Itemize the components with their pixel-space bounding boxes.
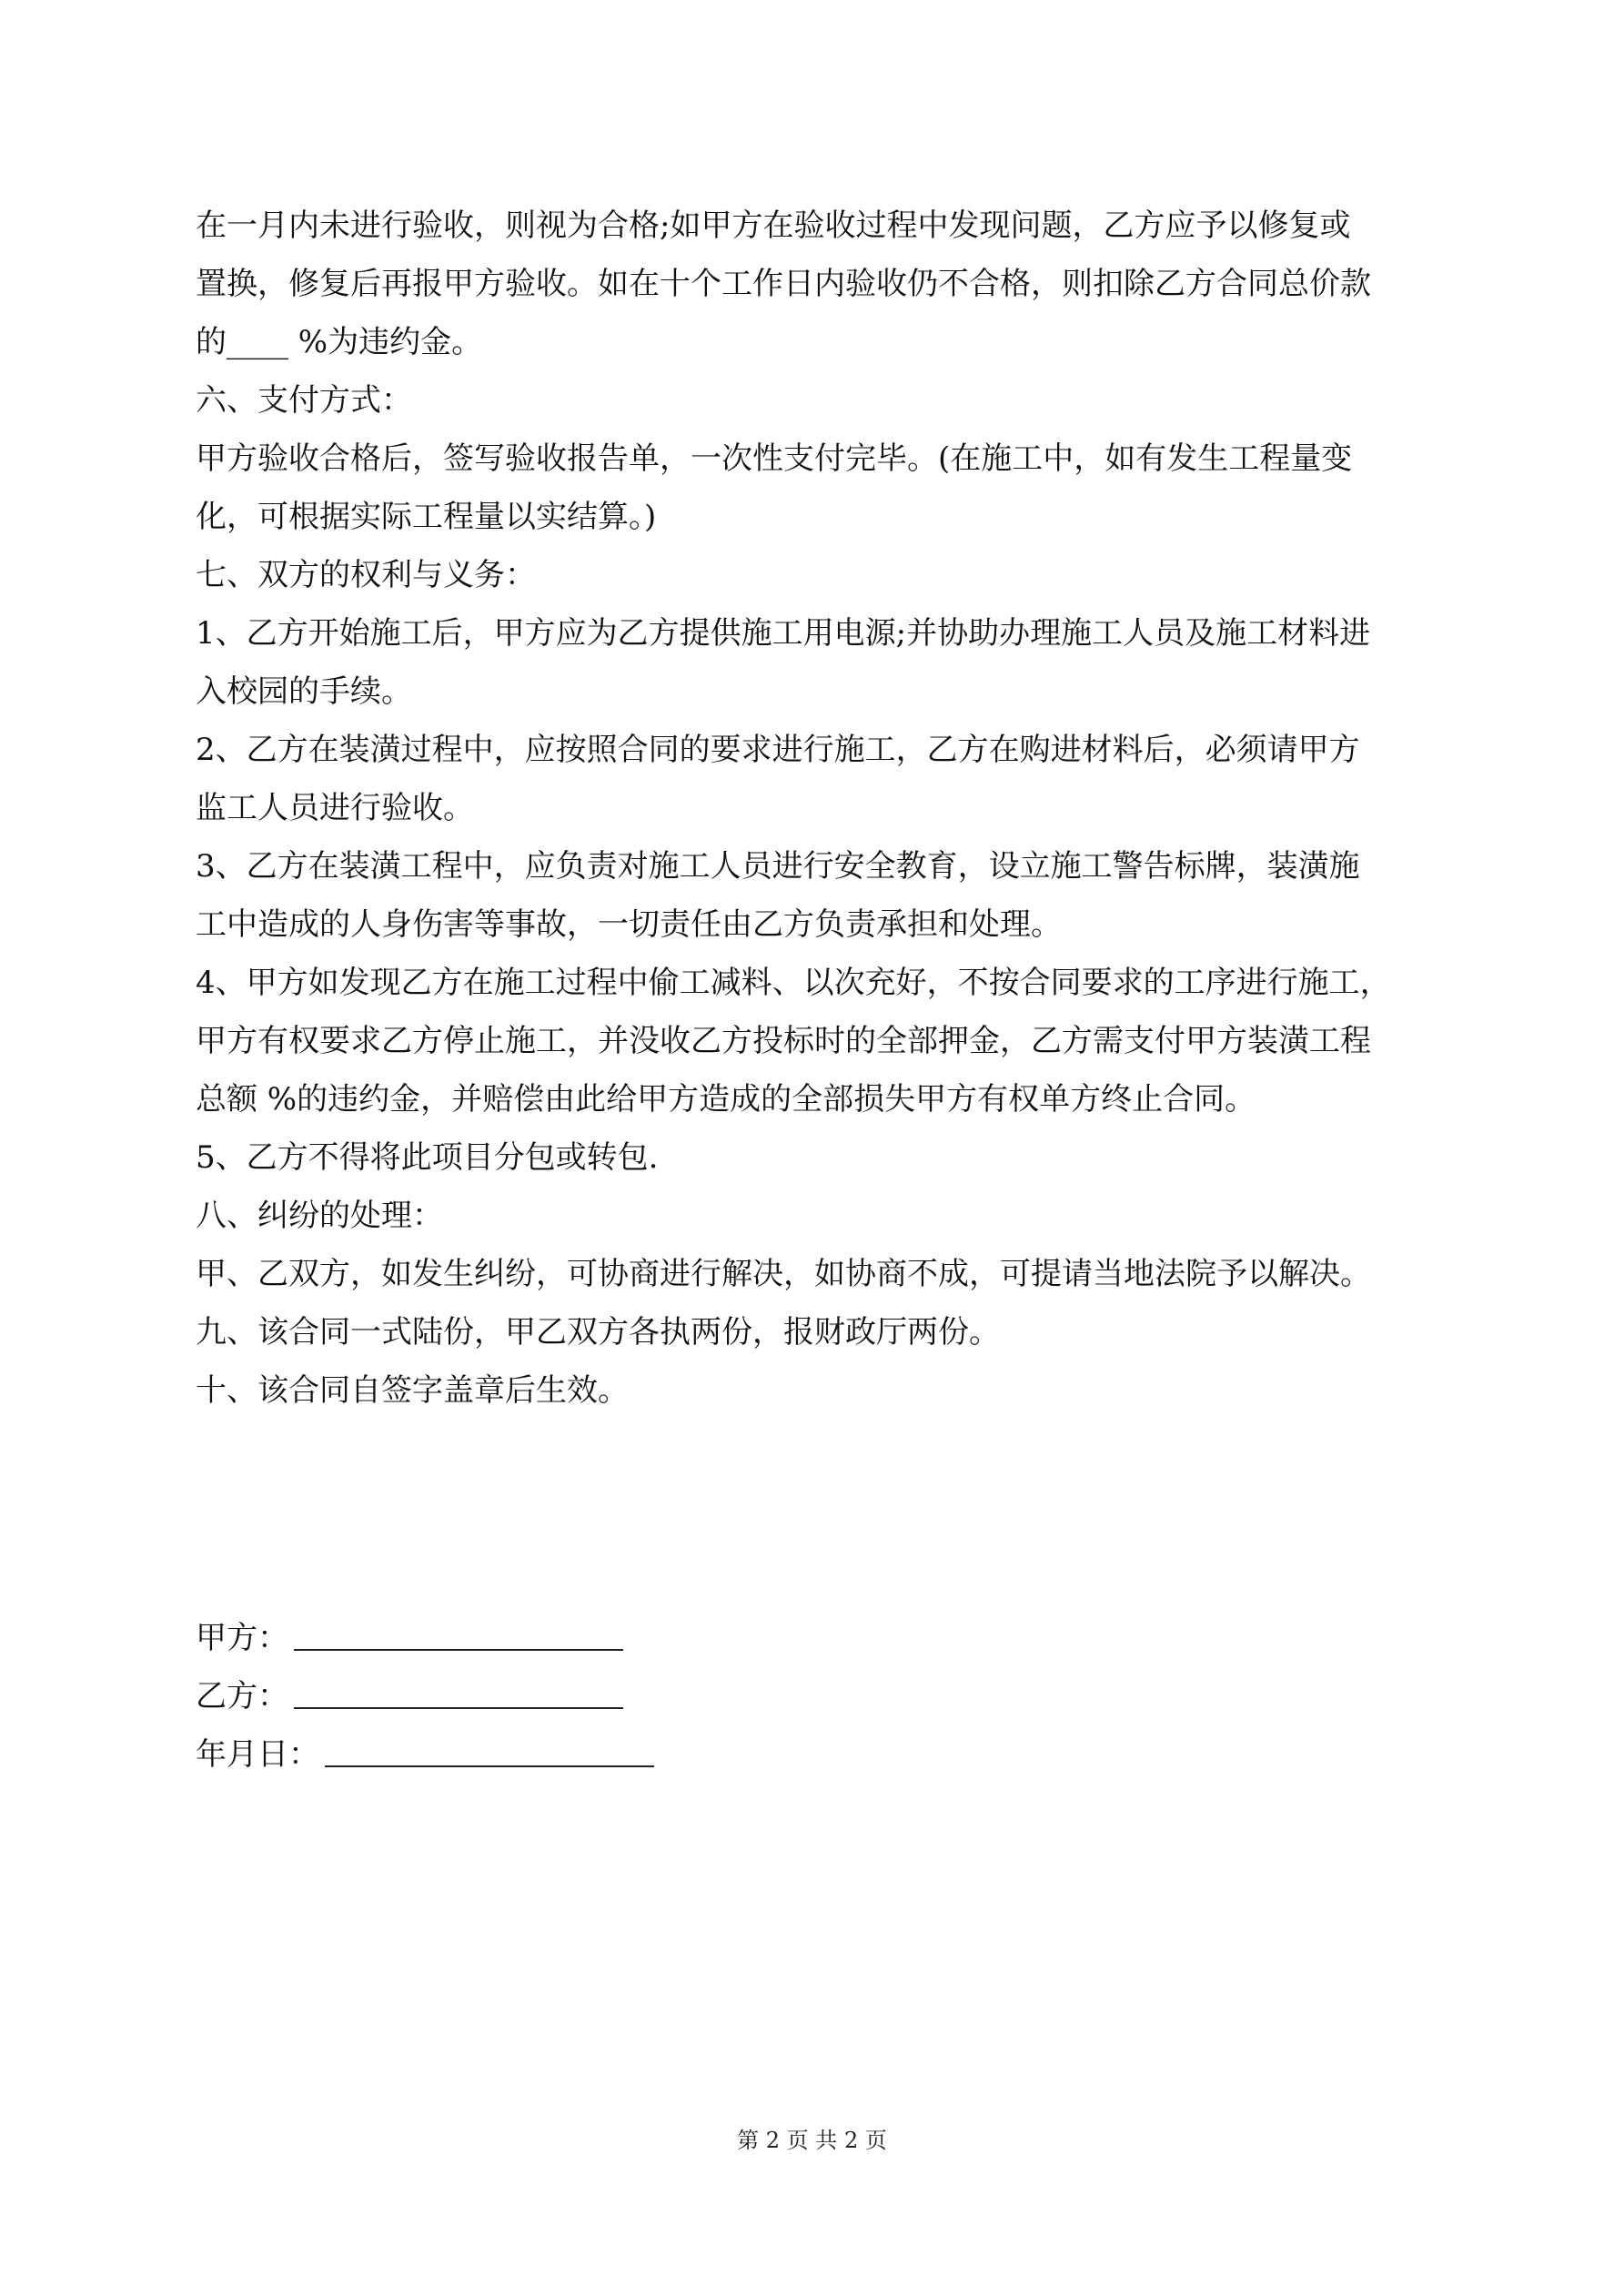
signature-line bbox=[325, 1738, 654, 1767]
text-line: 5、乙方不得将此项目分包或转包. bbox=[196, 1139, 659, 1176]
section-heading-disputes: 八、纠纷的处理： bbox=[196, 1198, 443, 1234]
section-heading-payment: 六、支付方式： bbox=[196, 382, 412, 419]
signature-label: 年月日： bbox=[196, 1736, 319, 1773]
text-line: 3、乙方在装潢工程中，应负责对施工人员进行安全教育，设立施工警告标牌，装潢施 bbox=[196, 848, 1360, 885]
text-line: 的____ %为违约金。 bbox=[196, 324, 483, 360]
text-line: 总额 %的违约金，并赔偿由此给甲方造成的全部损失甲方有权单方终止合同。 bbox=[196, 1081, 1256, 1118]
signature-label: 乙方： bbox=[196, 1678, 288, 1714]
text-line: 在一月内未进行验收，则视为合格;如甲方在验收过程中发现问题，乙方应予以修复或 bbox=[196, 207, 1351, 244]
section-heading-rights: 七、双方的权利与义务： bbox=[196, 557, 536, 593]
text-line: 入校园的手续。 bbox=[196, 673, 412, 710]
text-line: 1、乙方开始施工后，甲方应为乙方提供施工用电源;并协助办理施工人员及施工材料进 bbox=[196, 615, 1371, 652]
signature-row-date bbox=[196, 1725, 1442, 1784]
text-line: 工中造成的人身伤害等事故，一切责任由乙方负责承担和处理。 bbox=[196, 906, 1062, 943]
text-line: 甲方验收合格后，签写验收报告单，一次性支付完毕。(在施工中，如有发生工程量变 bbox=[196, 440, 1353, 477]
text-line: 监工人员进行验收。 bbox=[196, 790, 474, 826]
text-line: 2、乙方在装潢过程中，应按照合同的要求进行施工，乙方在购进材料后，必须请甲方 bbox=[196, 732, 1360, 768]
signature-row-party-a bbox=[196, 1609, 1442, 1667]
section-heading-copies: 九、该合同一式陆份，甲乙双方各执两份，报财政厅两份。 bbox=[196, 1314, 1000, 1350]
signature-row-party-b bbox=[196, 1667, 1442, 1725]
section-heading-effective: 十、该合同自签字盖章后生效。 bbox=[196, 1372, 629, 1409]
text-line: 置换，修复后再报甲方验收。如在十个工作日内验收仍不合格，则扣除乙方合同总价款 bbox=[196, 266, 1371, 302]
page-number-footer: 第 2 页 共 2 页 bbox=[737, 2128, 887, 2153]
signature-line bbox=[294, 1680, 623, 1709]
text-line: 4、甲方如发现乙方在施工过程中偷工减料、以次充好，不按合同要求的工序进行施工， bbox=[196, 965, 1391, 1001]
text-line: 甲、乙双方，如发生纠纷，可协商进行解决，如协商不成，可提请当地法院予以解决。 bbox=[196, 1256, 1371, 1292]
signature-block bbox=[196, 1609, 1442, 1784]
signature-label: 甲方： bbox=[196, 1620, 288, 1656]
text-line: 甲方有权要求乙方停止施工，并没收乙方投标时的全部押金，乙方需支付甲方装潢工程 bbox=[196, 1023, 1371, 1059]
contract-body bbox=[196, 197, 1442, 1420]
text-line: 化，可根据实际工程量以实结算。) bbox=[196, 499, 657, 535]
signature-line bbox=[294, 1622, 623, 1651]
